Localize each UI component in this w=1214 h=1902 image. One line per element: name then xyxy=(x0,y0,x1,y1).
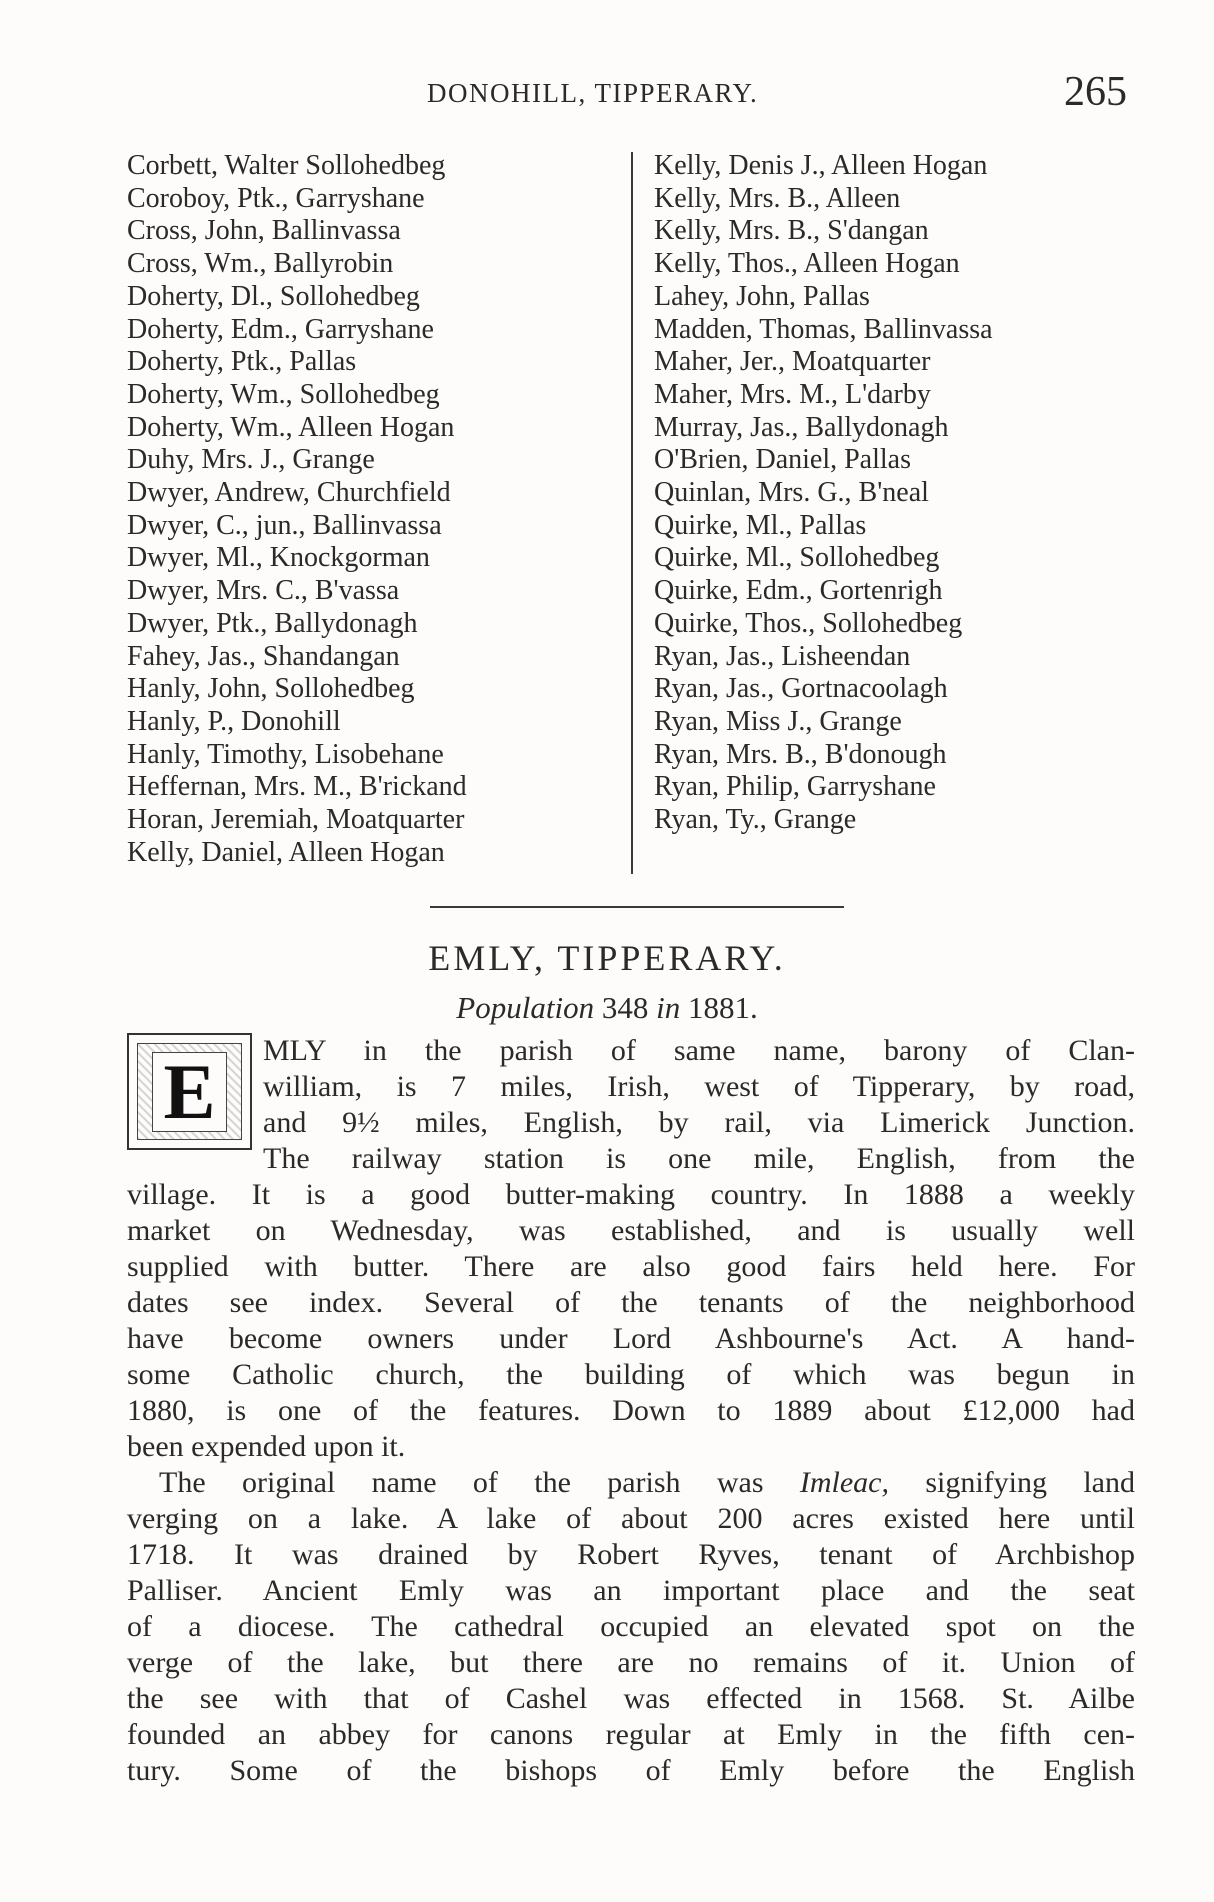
directory-entry: Doherty, Dl., Sollohedbeg xyxy=(127,280,420,312)
ornamental-dropcap xyxy=(127,1033,252,1150)
section-subtitle xyxy=(0,990,1214,1026)
article-body xyxy=(127,1033,1135,1789)
text-line: market on Wednesday, was established, and is usually well xyxy=(127,1214,1135,1247)
text-line: dates see index. Several of the tenants of the neighborhood xyxy=(127,1286,1135,1319)
text-line: been expended upon it. xyxy=(127,1430,406,1463)
directory-columns xyxy=(127,150,1127,880)
directory-entry: Maher, Mrs. M., L'darby xyxy=(654,378,931,410)
directory-entry: Dwyer, Ml., Knockgorman xyxy=(127,542,430,574)
directory-entry: Hanly, Timothy, Lisobehane xyxy=(127,738,444,770)
directory-entry: Lahey, John, Pallas xyxy=(654,280,870,312)
directory-entry: Ryan, Ty., Grange xyxy=(654,804,857,836)
subtitle-year: 1881. xyxy=(680,990,758,1025)
directory-entry: Kelly, Thos., Alleen Hogan xyxy=(654,248,960,280)
directory-entry: Doherty, Wm., Sollohedbeg xyxy=(127,378,440,410)
subtitle-number: 348 xyxy=(594,990,657,1025)
directory-entry: Kelly, Denis J., Alleen Hogan xyxy=(654,150,988,181)
directory-entry: Doherty, Wm., Alleen Hogan xyxy=(127,411,455,443)
directory-entry: Quirke, Ml., Sollohedbeg xyxy=(654,542,940,574)
text-line: MLY in the parish of same name, barony of Clan- xyxy=(263,1034,1135,1067)
directory-entry: Ryan, Jas., Gortnacoolagh xyxy=(654,673,948,705)
directory-entry: Quirke, Ml., Pallas xyxy=(654,509,867,541)
dropcap-letter: E xyxy=(152,1052,226,1132)
text-line: and 9½ miles, English, by rail, via Limerick Junction. xyxy=(263,1106,1135,1139)
directory-entry: Kelly, Daniel, Alleen Hogan xyxy=(127,836,445,868)
text-segment: signifying land xyxy=(889,1466,1135,1499)
directory-entry: Doherty, Edm., Garryshane xyxy=(127,313,434,345)
subtitle-population: Population xyxy=(456,990,595,1025)
subtitle-in: in xyxy=(656,990,681,1025)
directory-entry: Ryan, Philip, Garryshane xyxy=(654,771,936,803)
directory-entry: Doherty, Ptk., Pallas xyxy=(127,346,357,378)
directory-entry: Ryan, Mrs. B., B'donough xyxy=(654,738,947,770)
directory-entry: Cross, John, Ballinvassa xyxy=(127,215,401,247)
directory-entry: Corbett, Walter Sollohedbeg xyxy=(127,150,446,181)
directory-entry: Dwyer, Ptk., Ballydonagh xyxy=(127,607,418,639)
directory-entry: Quirke, Edm., Gortenrigh xyxy=(654,575,943,607)
text-line: The railway station is one mile, English, from the xyxy=(263,1142,1135,1175)
column-divider xyxy=(631,152,633,874)
text-line: of a diocese. The cathedral occupied an elevated spot on the xyxy=(127,1610,1135,1643)
directory-entry: Dwyer, Andrew, Churchfield xyxy=(127,477,451,509)
directory-entry: Kelly, Mrs. B., S'dangan xyxy=(654,215,929,247)
directory-entry: Horan, Jeremiah, Moatquarter xyxy=(127,804,465,836)
dropcap-ornament xyxy=(137,1043,242,1140)
text-line: village. It is a good butter-making country. In 1888 a weekly xyxy=(127,1178,1135,1211)
directory-entry: O'Brien, Daniel, Pallas xyxy=(654,444,911,476)
directory-entry: Cross, Wm., Ballyrobin xyxy=(127,248,394,280)
text-line: supplied with butter. There are also good fairs held here. For xyxy=(127,1250,1135,1283)
page-header xyxy=(127,69,1127,115)
directory-entry: Murray, Jas., Ballydonagh xyxy=(654,411,949,443)
directory-entry: Hanly, P., Donohill xyxy=(127,705,341,737)
directory-entry: Fahey, Jas., Shandangan xyxy=(127,640,400,672)
directory-entry: Quinlan, Mrs. G., B'neal xyxy=(654,477,929,509)
directory-entry: Hanly, John, Sollohedbeg xyxy=(127,673,415,705)
directory-entry: Dwyer, C., jun., Ballinvassa xyxy=(127,509,442,541)
running-head: DONOHILL, TIPPERARY. xyxy=(427,78,759,108)
text-line: the see with that of Cashel was effected in 1568. St. Ailbe xyxy=(127,1682,1135,1715)
text-line: some Catholic church, the building of which was begun in xyxy=(127,1358,1135,1391)
text-line: verging on a lake. A lake of about 200 acres existed here until xyxy=(127,1502,1135,1535)
text-line xyxy=(127,1465,1135,1501)
directory-entry: Duhy, Mrs. J., Grange xyxy=(127,444,375,476)
directory-entry: Madden, Thomas, Ballinvassa xyxy=(654,313,993,345)
page-number: 265 xyxy=(1064,69,1127,115)
directory-entry: Dwyer, Mrs. C., B'vassa xyxy=(127,575,400,607)
text-line: verge of the lake, but there are no remains of it. Union of xyxy=(127,1646,1135,1679)
directory-right-column xyxy=(654,150,1124,837)
section-divider xyxy=(430,906,844,908)
directory-entry: Maher, Jer., Moatquarter xyxy=(654,346,931,378)
text-line: tury. Some of the bishops of Emly before the English xyxy=(127,1754,1135,1787)
text-line: 1880, is one of the features. Down to 1889 about £12,000 had xyxy=(127,1394,1135,1427)
directory-entry: Kelly, Mrs. B., Alleen xyxy=(654,182,901,214)
directory-entry: Ryan, Miss J., Grange xyxy=(654,705,902,737)
text-italic: Imleac, xyxy=(799,1466,889,1499)
section-title: EMLY, TIPPERARY. xyxy=(428,938,786,978)
directory-entry: Heffernan, Mrs. M., B'rickand xyxy=(127,771,467,803)
text-line: founded an abbey for canons regular at Emly in the fifth cen- xyxy=(127,1718,1135,1751)
text-line: have become owners under Lord Ashbourne's Act. A hand- xyxy=(127,1322,1135,1355)
text-segment: The original name of the parish was xyxy=(159,1466,800,1499)
text-line: william, is 7 miles, Irish, west of Tipperary, by road, xyxy=(263,1070,1135,1103)
directory-entry: Coroboy, Ptk., Garryshane xyxy=(127,182,425,214)
directory-left-column xyxy=(127,150,627,869)
text-line: 1718. It was drained by Robert Ryves, tenant of Archbishop xyxy=(127,1538,1135,1571)
text-line: Palliser. Ancient Emly was an important place and the seat xyxy=(127,1574,1135,1607)
directory-entry: Ryan, Jas., Lisheendan xyxy=(654,640,911,672)
directory-entry: Quirke, Thos., Sollohedbeg xyxy=(654,607,963,639)
